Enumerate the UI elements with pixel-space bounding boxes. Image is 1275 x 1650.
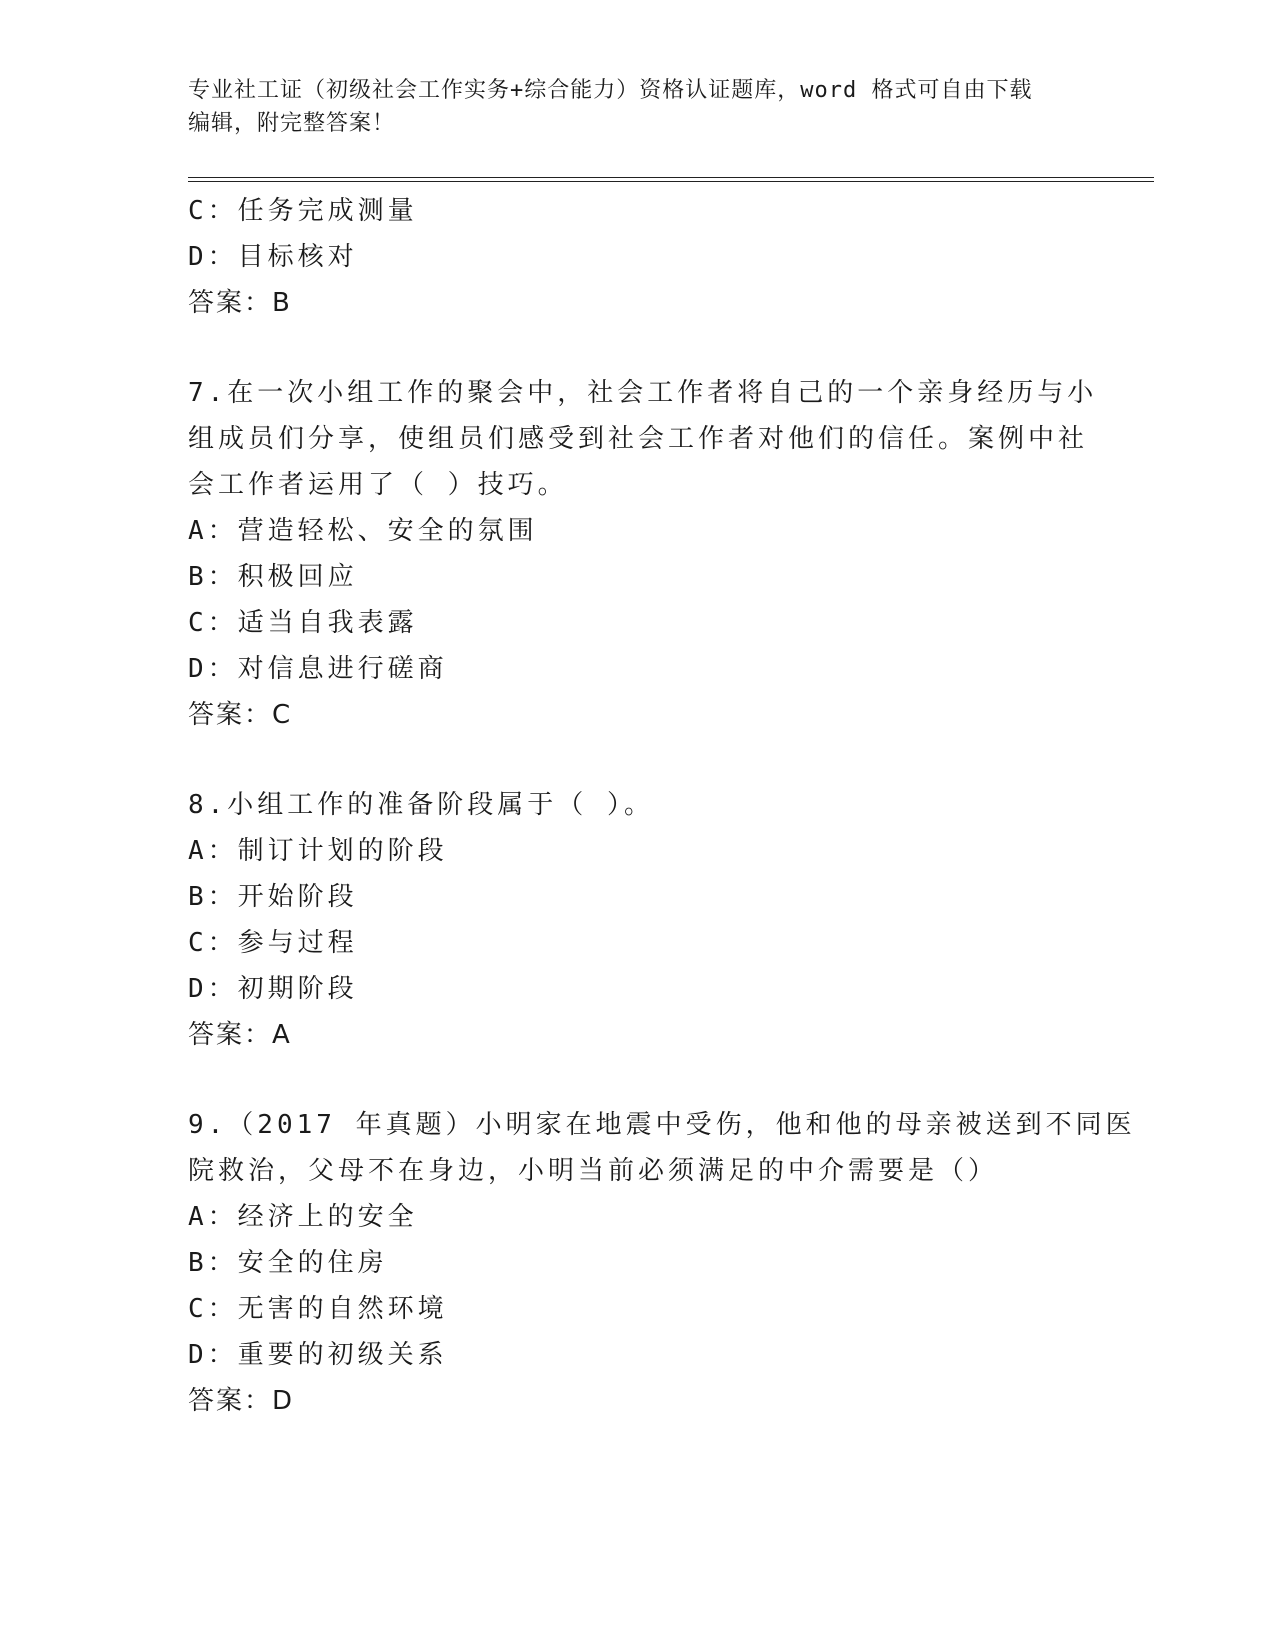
q7-text-line-1: 7.在一次小组工作的聚会中，社会工作者将自己的一个亲身经历与小	[188, 378, 1098, 408]
q8-option-a: A：制订计划的阶段	[188, 836, 448, 866]
q7-option-a: A：营造轻松、安全的氛围	[188, 516, 538, 546]
header-line-2: 编辑，附完整答案！	[188, 111, 396, 136]
q7-option-b: B：积极回应	[188, 562, 358, 592]
q9-option-b: B：安全的住房	[188, 1248, 388, 1278]
q7-answer: 答案：C	[188, 700, 293, 730]
q7-option-c: C：适当自我表露	[188, 608, 418, 638]
q8-option-c: C：参与过程	[188, 928, 358, 958]
prev-option-d: D：目标核对	[188, 242, 358, 272]
header-rule-bottom	[188, 181, 1154, 182]
header-line-1: 专业社工证（初级社会工作实务+综合能力）资格认证题库，word 格式可自由下载	[188, 78, 1033, 103]
q9-option-c: C：无害的自然环境	[188, 1294, 448, 1324]
q7-option-d: D：对信息进行磋商	[188, 654, 448, 684]
q7-text-line-2: 组成员们分享，使组员们感受到社会工作者对他们的信任。案例中社	[188, 424, 1089, 454]
q9-text-line-1: 9.（2017 年真题）小明家在地震中受伤，他和他的母亲被送到不同医	[188, 1110, 1136, 1140]
q8-option-b: B：开始阶段	[188, 882, 358, 912]
q7-text-line-3: 会工作者运用了（ ）技巧。	[188, 470, 568, 500]
header-rule-top	[188, 177, 1154, 178]
q8-answer: 答案：A	[188, 1020, 292, 1050]
prev-option-c: C：任务完成测量	[188, 196, 418, 226]
q9-text-line-2: 院救治，父母不在身边，小明当前必须满足的中介需要是（）	[188, 1156, 999, 1186]
question-content	[188, 188, 1136, 1424]
document-header	[188, 74, 1088, 140]
q9-answer: 答案：D	[188, 1386, 295, 1416]
q8-text-line-1: 8.小组工作的准备阶段属于（ ）。	[188, 790, 654, 820]
q9-option-a: A：经济上的安全	[188, 1202, 418, 1232]
q8-option-d: D：初期阶段	[188, 974, 358, 1004]
q9-option-d: D：重要的初级关系	[188, 1340, 448, 1370]
prev-answer: 答案：B	[188, 288, 292, 318]
